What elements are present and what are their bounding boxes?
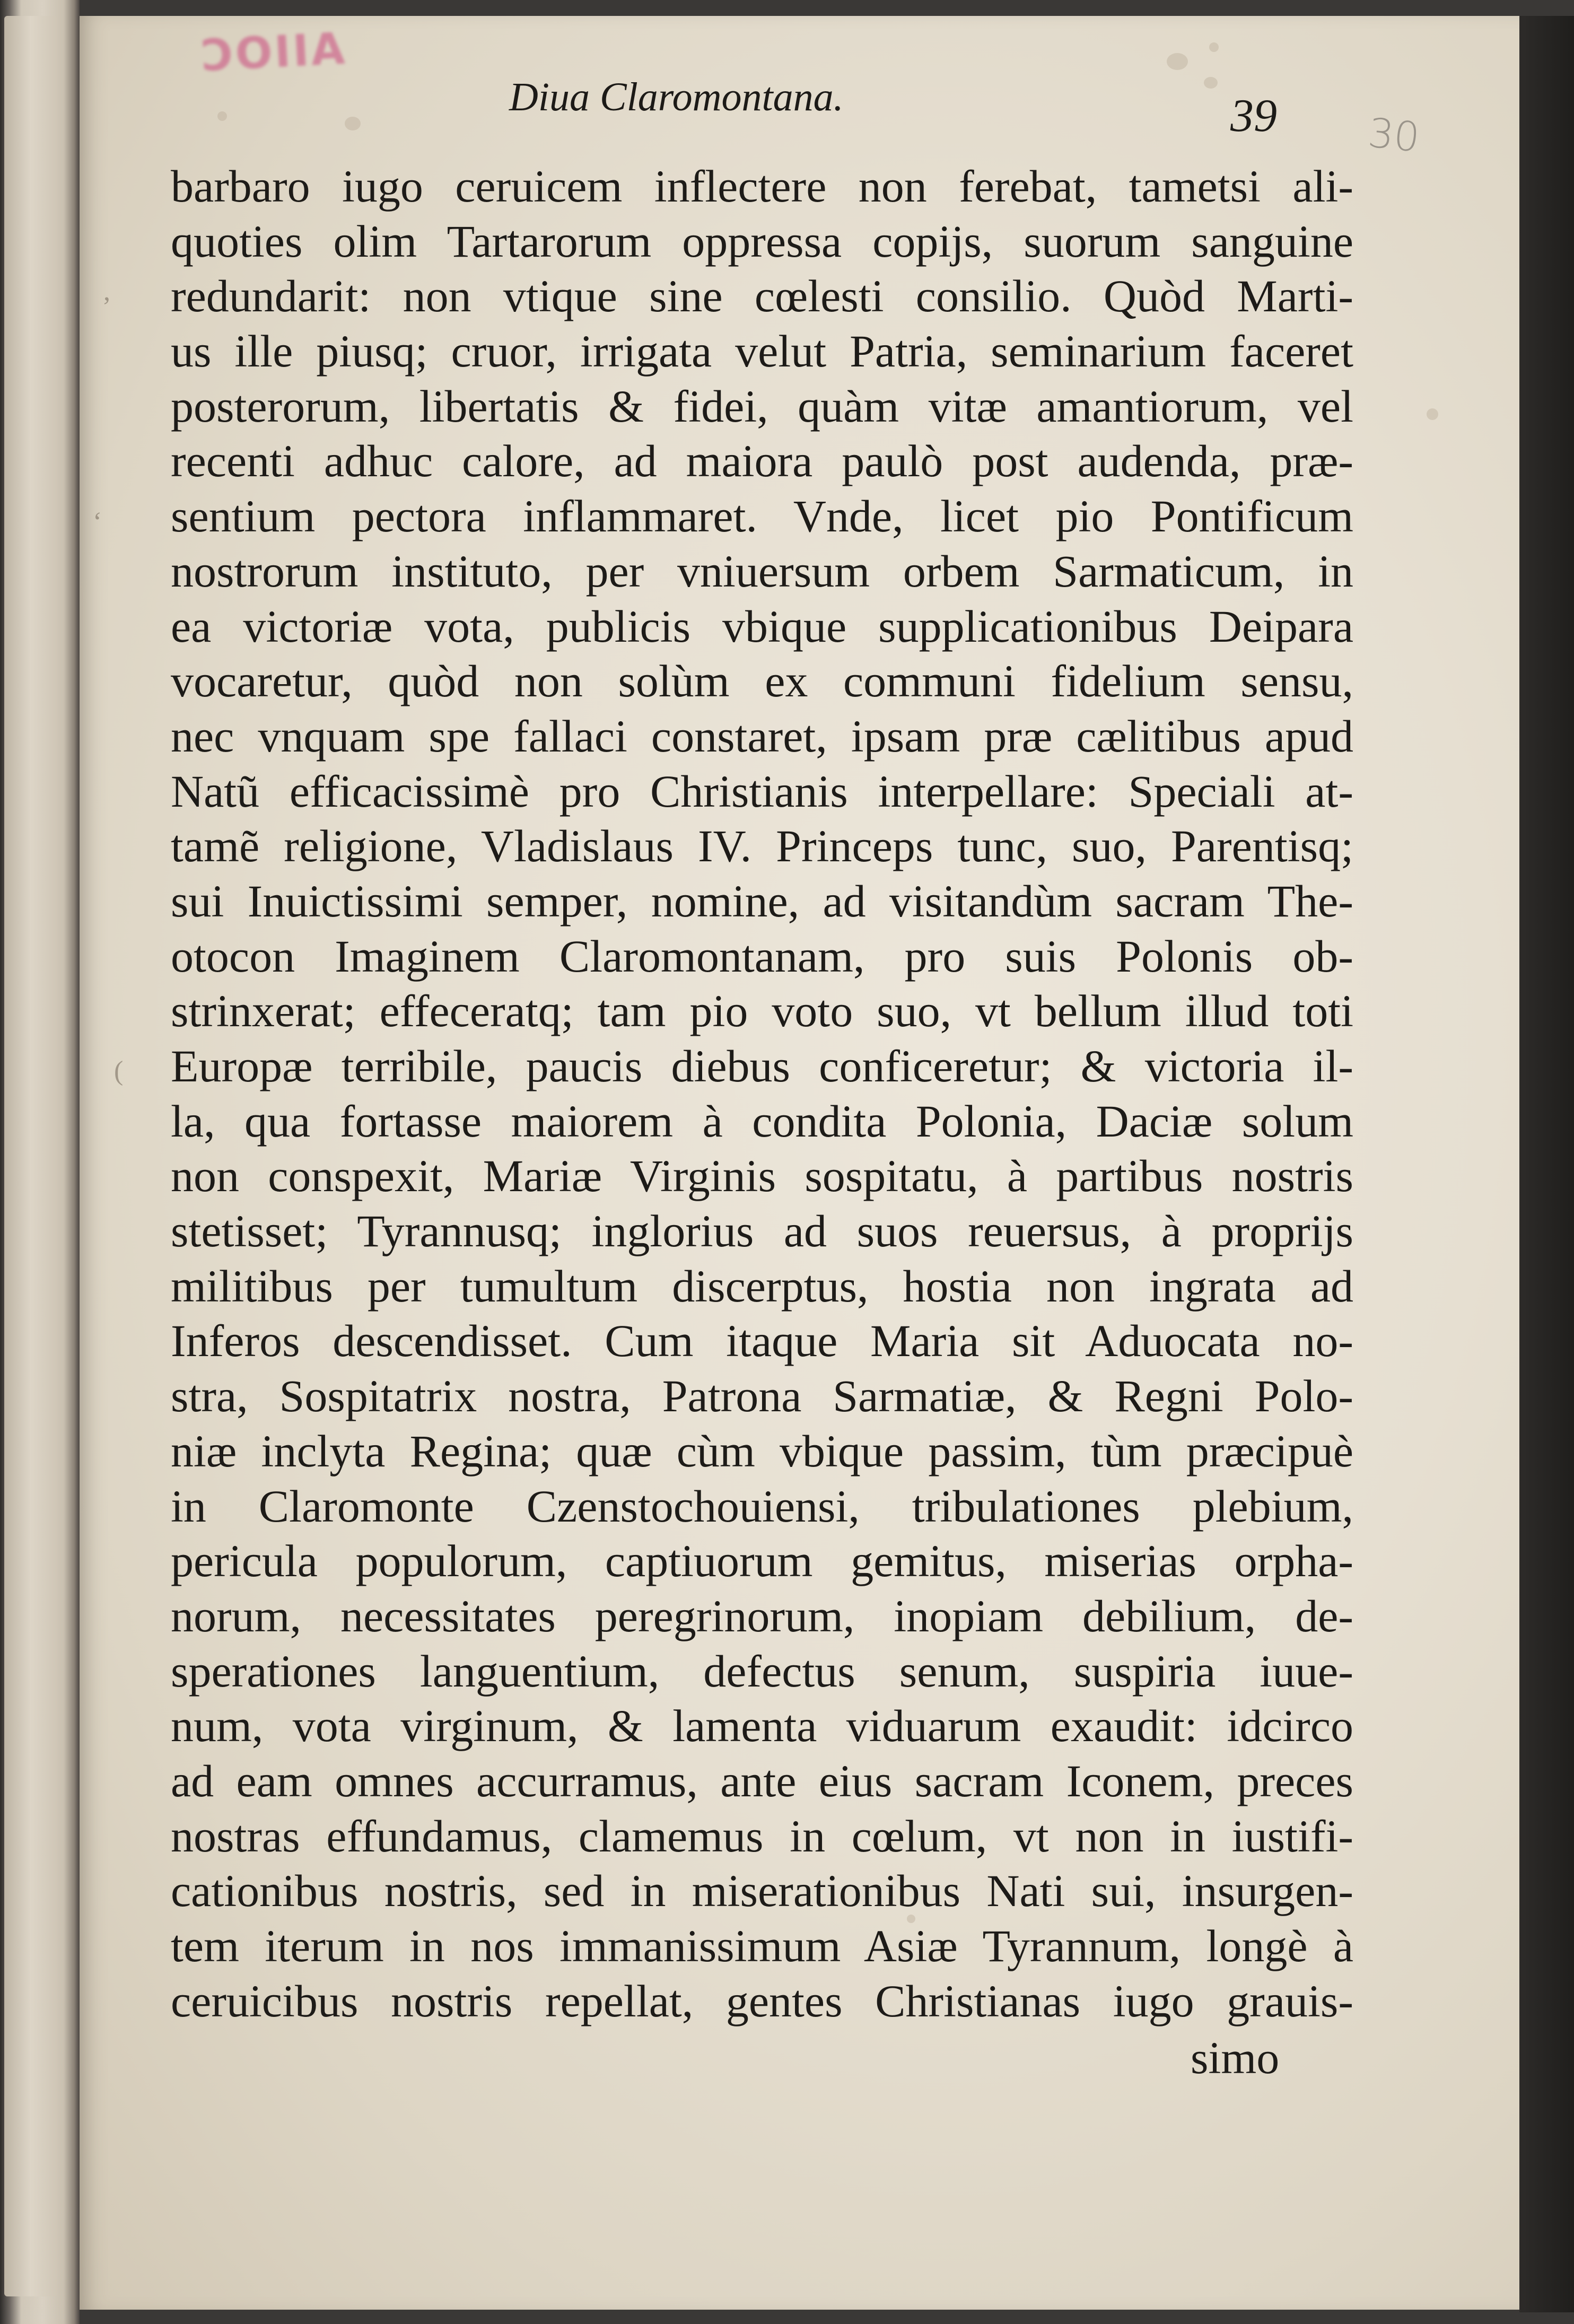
text-line: sperationes languentium, defectus senum, suspiria iuue- xyxy=(171,1645,1353,1697)
paper-stain xyxy=(1204,77,1218,89)
paper-stain xyxy=(217,111,227,121)
running-title: Diua Claromontana. xyxy=(509,75,844,119)
pencil-page-number: 30 xyxy=(1366,109,1422,161)
background-edge xyxy=(1519,16,1574,2312)
paper-stain xyxy=(345,117,361,130)
text-line: sui Inuictissimi semper, nomine, ad visitandùm sacram The- xyxy=(171,875,1353,927)
text-line: barbaro iugo ceruicem inflectere non ferebat, tametsi ali- xyxy=(171,161,1353,212)
catchword: simo xyxy=(1191,2032,1280,2083)
text-line: vocaretur, quòd non solùm ex communi fidelium sensu, xyxy=(171,656,1353,707)
text-line: strinxerat; effeceratq; tam pio voto suo, vt bellum illud toti xyxy=(171,985,1353,1037)
paper-stain xyxy=(1209,42,1219,52)
text-line: niæ inclyta Regina; quæ cùm vbique passim, tùm præcipuè xyxy=(171,1425,1353,1476)
paper-stain xyxy=(1167,53,1188,70)
text-line: ad eam omnes accurramus, ante eius sacram Iconem, preces xyxy=(171,1755,1353,1806)
text-line: cationibus nostris, sed in miserationibus Nati sui, insurgen- xyxy=(171,1865,1353,1917)
text-line: pericula populorum, captiuorum gemitus, miserias orpha- xyxy=(171,1535,1353,1587)
text-line: us ille piusq; cruor, irrigata velut Patria, seminarium faceret xyxy=(171,326,1353,377)
library-stamp: ƆOIIA xyxy=(200,23,348,82)
text-line: nec vnquam spe fallaci constaret, ipsam præ cælitibus apud xyxy=(171,710,1353,762)
text-line: Natũ efficacissimè pro Christianis interpellare: Speciali at- xyxy=(171,765,1353,817)
text-line: stetisset; Tyrannusq; inglorius ad suos reuersus, à proprijs xyxy=(171,1205,1353,1257)
text-line: non conspexit, Mariæ Virginis sospitatu, à partibus nostris xyxy=(171,1150,1353,1202)
text-line: la, qua fortasse maiorem à condita Polonia, Daciæ solum xyxy=(171,1095,1353,1147)
facing-page-edge xyxy=(4,16,57,2296)
text-line: quoties olim Tartarorum oppressa copijs, suorum sanguine xyxy=(171,215,1353,267)
text-line: nostrorum instituto, per vniuersum orbem Sarmaticum, in xyxy=(171,545,1353,597)
margin-mark: , xyxy=(103,276,110,307)
text-line: ceruicibus nostris repellat, gentes Christianas iugo grauis- xyxy=(171,1975,1353,2026)
text-line: posterorum, libertatis & fidei, quàm vitæ amantiorum, vel xyxy=(171,380,1353,432)
text-line: in Claromonte Czenstochouiensi, tribulationes plebium, xyxy=(171,1480,1353,1532)
paper-stain xyxy=(1427,408,1438,420)
text-line: nostras effundamus, clamemus in cœlum, vt non in iustifi- xyxy=(171,1810,1353,1862)
body-text xyxy=(171,159,1353,2029)
text-line: tamẽ religione, Vladislaus IV. Princeps tunc, suo, Parentisq; xyxy=(171,820,1353,872)
text-line: Inferos descendisset. Cum itaque Maria sit Aduocata no- xyxy=(171,1315,1353,1367)
text-line: tem iterum in nos immanissimum Asiæ Tyrannum, longè à xyxy=(171,1920,1353,1971)
text-line: otocon Imaginem Claromontanam, pro suis Polonis ob- xyxy=(171,930,1353,982)
text-line: num, vota virginum, & lamenta viduarum exaudit: idcirco xyxy=(171,1700,1353,1752)
text-line: sentium pectora inflammaret. Vnde, licet pio Pontificum xyxy=(171,491,1353,542)
text-line: recenti adhuc calore, ad maiora paulò post audenda, præ- xyxy=(171,435,1353,487)
page-number: 39 xyxy=(1230,90,1277,142)
margin-mark: ‘ xyxy=(93,507,102,537)
text-line: stra, Sospitatrix nostra, Patrona Sarmatiæ, & Regni Polo- xyxy=(171,1370,1353,1422)
text-line: militibus per tumultum discerptus, hostia non ingrata ad xyxy=(171,1260,1353,1312)
text-line: Europæ terribile, paucis diebus conficeretur; & victoria il- xyxy=(171,1041,1353,1091)
margin-mark: ( xyxy=(114,1056,124,1086)
text-line: ea victoriæ vota, publicis vbique supplicationibus Deipara xyxy=(171,600,1353,652)
text-line: norum, necessitates peregrinorum, inopiam debilium, de- xyxy=(171,1590,1353,1641)
text-line: redundarit: non vtique sine cœlesti consilio. Quòd Marti- xyxy=(171,270,1353,322)
